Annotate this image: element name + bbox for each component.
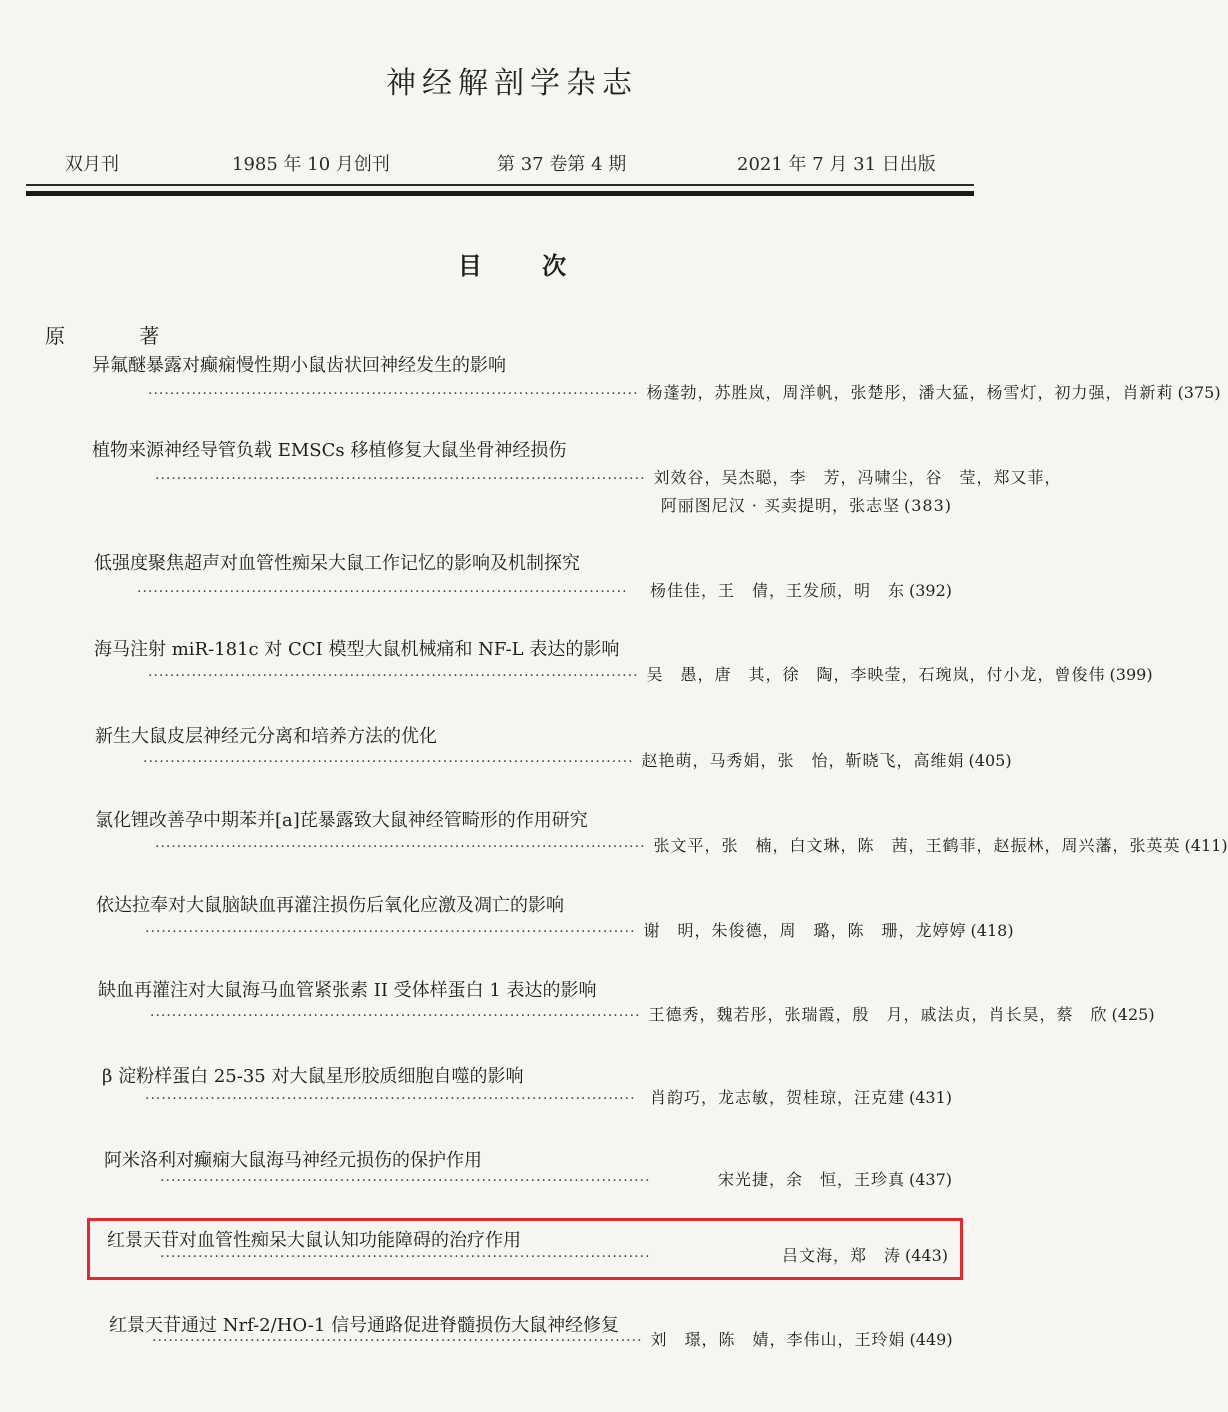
toc-title: 目 次 [457,251,593,280]
entry-page[interactable]: (383) [903,496,952,515]
entry-title[interactable]: 海马注射 miR-181c 对 CCI 模型大鼠机械痛和 NF-L 表达的影响 [94,639,620,660]
entry-title[interactable]: 新生大鼠皮层神经元分离和培养方法的优化 [95,726,437,747]
section-label: 原 著 [45,324,194,348]
journal-title: 神经解剖学杂志 [386,66,638,101]
author-line [145,918,1014,941]
issue-label: 第 37 卷第 4 期 [497,154,627,175]
dot-leader: ·························································································· [155,839,646,855]
dot-leader: ·························································································· [152,1333,643,1349]
entry-authors: 王德秀，魏若彤，张瑞霞，殷 月，戚法贞，肖长昊，蔡 欣 [648,1005,1108,1024]
entry-page[interactable]: (411) [1184,836,1228,855]
entry-page[interactable]: (375) [1177,383,1221,402]
dot-leader: ·························································································· [148,668,639,684]
entry-authors: 谢 明，朱俊德，周 璐，陈 珊，龙婷婷 [643,921,967,940]
entry-page[interactable]: (418) [970,921,1014,940]
entry-authors: 杨蓬勃，苏胜岚，周洋帆，张楚彤，潘大猛，杨雪灯，初力强，肖新莉 [646,383,1174,402]
dot-leader: ·························································································· [143,754,634,770]
author-line [143,748,1012,771]
author-line [160,1167,952,1190]
frequency-label: 双月刊 [65,154,119,175]
entry-title[interactable]: 红景天苷对血管性痴呆大鼠认知功能障碍的治疗作用 [107,1230,521,1251]
entry-page[interactable]: (405) [968,751,1012,770]
author-line [155,465,1062,488]
entry-authors-continued: 阿丽图尼汉 · 买卖提明，张志坚 [660,496,900,515]
highlight-box [87,1218,963,1280]
entry-authors: 赵艳萌，马秀娟，张 怡，靳晓飞，高维娟 [641,751,965,770]
dot-leader: ·························································································· [145,1091,636,1107]
founded-label: 1985 年 10 月创刊 [232,154,390,175]
masthead-rule-thick [26,191,974,196]
entry-title[interactable]: 红景天苷通过 Nrf-2/HO-1 信号通路促进脊髓损伤大鼠神经修复 [109,1315,620,1336]
entry-authors: 吴 愚，唐 其，徐 陶，李映莹，石琬岚，付小龙，曾俊伟 [646,665,1106,684]
masthead-rule-thin [26,184,974,186]
entry-authors: 吕文海，郑 涛 [781,1246,901,1265]
dot-leader: ·························································································· [160,1249,651,1265]
dot-leader: ·························································································· [145,924,636,940]
entry-title[interactable]: 异氟醚暴露对癫痫慢性期小鼠齿状回神经发生的影响 [92,355,506,376]
author-line [137,578,952,601]
entry-authors: 肖韵巧，龙志敏，贺桂琼，汪克建 [649,1088,905,1107]
entry-authors: 刘 璟，陈 婧，李伟山，王玲娟 [650,1330,906,1349]
publish-date-label: 2021 年 7 月 31 日出版 [737,154,936,175]
dot-leader: ·························································································· [148,386,639,402]
entry-title[interactable]: 阿米洛利对癫痫大鼠海马神经元损伤的保护作用 [104,1150,482,1171]
author-line [145,1085,952,1108]
author-line [150,1002,1155,1025]
entry-title[interactable]: β 淀粉样蛋白 25-35 对大鼠星形胶质细胞自噬的影响 [102,1066,524,1087]
entry-page[interactable]: (399) [1109,665,1153,684]
dot-leader: ·························································································· [160,1173,651,1189]
masthead-info-bar [0,150,1024,180]
entry-page[interactable]: (437) [908,1170,952,1189]
entry-authors: 杨佳佳，王 倩，王发颀，明 东 [649,581,905,600]
dot-leader: ·························································································· [150,1008,641,1024]
author-line [148,380,1221,403]
entry-page[interactable]: (425) [1111,1005,1155,1024]
author-line [155,833,1228,856]
entry-title[interactable]: 依达拉奉对大鼠脑缺血再灌注损伤后氧化应激及凋亡的影响 [96,895,564,916]
entry-title[interactable]: 植物来源神经导管负载 EMSCs 移植修复大鼠坐骨神经损伤 [92,440,567,461]
dot-leader: ·························································································· [155,471,646,487]
entry-title[interactable]: 低强度聚焦超声对血管性痴呆大鼠工作记忆的影响及机制探究 [94,553,580,574]
entry-authors: 宋光捷，余 恒，王珍真 [717,1170,905,1189]
entry-page[interactable]: (443) [904,1246,948,1265]
author-line [148,662,1153,685]
entry-authors: 张文平，张 楠，白文琳，陈 茜，王鹤菲，赵振林，周兴藩，张英英 [653,836,1181,855]
author-line [152,1327,953,1350]
entry-title[interactable]: 氯化锂改善孕中期苯并[a]芘暴露致大鼠神经管畸形的作用研究 [95,810,588,831]
entry-authors: 刘效谷，吴杰聪，李 芳，冯啸尘，谷 莹，郑又菲， [653,468,1062,487]
entry-page[interactable]: (449) [909,1330,953,1349]
dot-leader: ·························································································· [137,584,628,600]
author-line-continued [661,493,952,516]
entry-page[interactable]: (392) [908,581,952,600]
entry-title[interactable]: 缺血再灌注对大鼠海马血管紧张素 II 受体样蛋白 1 表达的影响 [98,980,597,1001]
entry-page[interactable]: (431) [908,1088,952,1107]
